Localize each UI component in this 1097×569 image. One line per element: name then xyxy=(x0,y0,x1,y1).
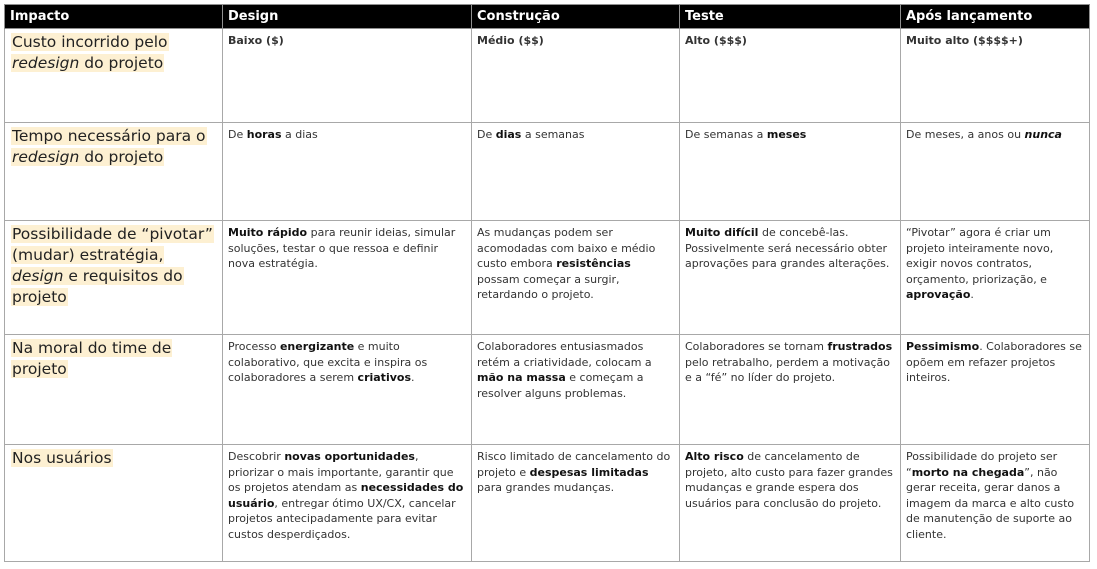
row-label-text: Nos usuários xyxy=(12,449,112,467)
table-cell: Muito difícil de concebê-las. Possivelmente será necessário obter aprovações para grandes alterações. xyxy=(680,221,901,335)
header-design: Design xyxy=(223,5,472,29)
table-cell: Pessimismo. Colaboradores se opõem em refazer projetos inteiros. xyxy=(901,335,1090,445)
table-cell: Processo energizante e muito colaborativo, que excita e inspira os colaboradores a serem criativos. xyxy=(223,335,472,445)
table-row xyxy=(5,335,1090,445)
row-label-text: Possibilidade de “pivotar” (mudar) estratégia, design e requisitos do projeto xyxy=(12,225,213,306)
row-label xyxy=(5,123,223,221)
row-label xyxy=(5,445,223,562)
header-impacto: Impacto xyxy=(5,5,223,29)
row-label xyxy=(5,221,223,335)
table-cell: Possibilidade do projeto ser “morto na chegada”, não gerar receita, gerar danos a imagem da marca e alto custo de manutenção de suporte ao cliente. xyxy=(901,445,1090,562)
table-cell: Alto risco de cancelamento de projeto, alto custo para fazer grandes mudanças e grande espera dos usuários para conclusão do projeto. xyxy=(680,445,901,562)
row-label xyxy=(5,29,223,123)
table-cell: Muito alto ($$$$+) xyxy=(901,29,1090,123)
impact-table xyxy=(4,4,1090,562)
row-label xyxy=(5,335,223,445)
table-cell: Alto ($$$) xyxy=(680,29,901,123)
row-label-text: Na moral do time de projeto xyxy=(12,339,172,378)
row-label-text: Tempo necessário para o redesign do projeto xyxy=(12,127,206,166)
table-cell: Descobrir novas oportunidades, priorizar o mais importante, garantir que os projetos atendam as necessidades do usuário, entregar ótimo UX/CX, cancelar projetos antecipadamente para evitar custos desperdiçados. xyxy=(223,445,472,562)
header-construcao: Construção xyxy=(472,5,680,29)
header-apos-lancamento: Após lançamento xyxy=(901,5,1090,29)
table-cell: As mudanças podem ser acomodadas com baixo e médio custo embora resistências possam começar a surgir, retardando o projeto. xyxy=(472,221,680,335)
table-row xyxy=(5,221,1090,335)
header-teste: Teste xyxy=(680,5,901,29)
table-cell: “Pivotar” agora é criar um projeto inteiramente novo, exigir novos contratos, orçamento, priorização, e aprovação. xyxy=(901,221,1090,335)
table-cell: Colaboradores se tornam frustrados pelo retrabalho, perdem a motivação e a “fé” no líder do projeto. xyxy=(680,335,901,445)
row-label-text: Custo incorrido pelo redesign do projeto xyxy=(12,33,168,72)
table-cell: De meses, a anos ou nunca xyxy=(901,123,1090,221)
table-cell: Baixo ($) xyxy=(223,29,472,123)
table-cell: Médio ($$) xyxy=(472,29,680,123)
table-row xyxy=(5,445,1090,562)
table-cell: De horas a dias xyxy=(223,123,472,221)
header-row xyxy=(5,5,1090,29)
table-cell: Risco limitado de cancelamento do projeto e despesas limitadas para grandes mudanças. xyxy=(472,445,680,562)
table-row xyxy=(5,29,1090,123)
table-row xyxy=(5,123,1090,221)
table-cell: Muito rápido para reunir ideias, simular soluções, testar o que ressoa e definir nova estratégia. xyxy=(223,221,472,335)
table-cell: De semanas a meses xyxy=(680,123,901,221)
table-cell: Colaboradores entusiasmados retém a criatividade, colocam a mão na massa e começam a resolver alguns problemas. xyxy=(472,335,680,445)
table-cell: De dias a semanas xyxy=(472,123,680,221)
